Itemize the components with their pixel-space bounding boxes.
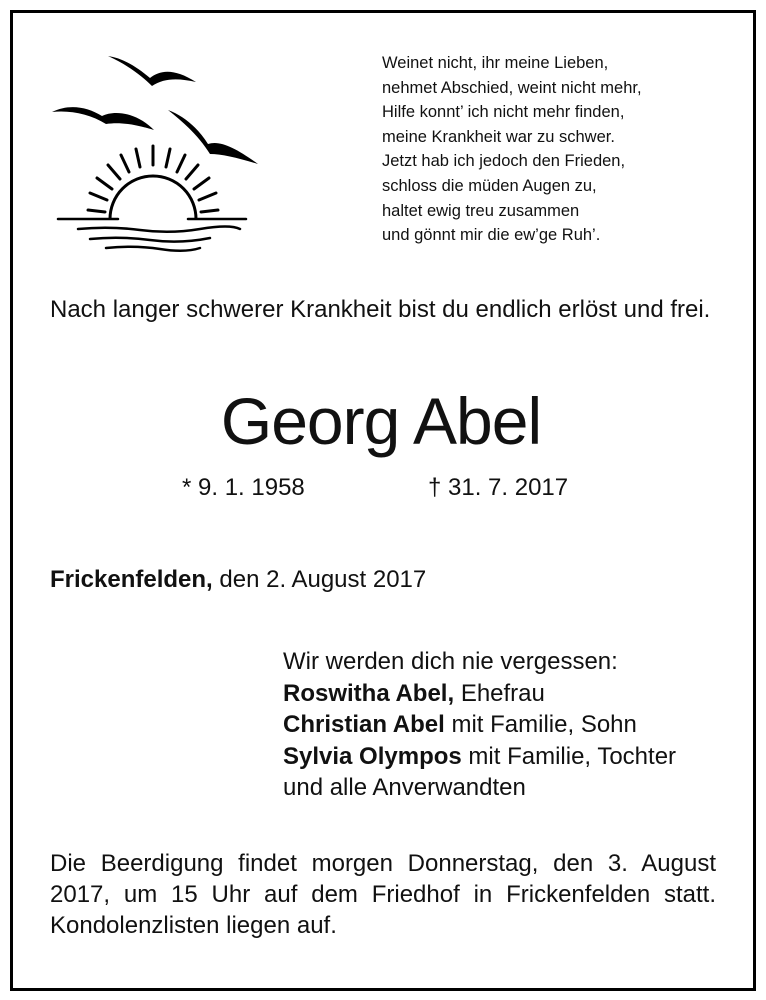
funeral-notice: Die Beerdigung findet morgen Donnerstag, den 3. August 2017, um 15 Uhr auf dem Friedhof in Frickenfelden statt. Kondolenzlisten liegen auf. [50, 850, 716, 939]
poem-line: nehmet Abschied, weint nicht mehr, [382, 78, 642, 97]
member-name: Roswitha Abel, [283, 679, 455, 707]
bird-icon [168, 110, 258, 164]
deceased-name: Georg Abel [220, 384, 542, 458]
member-relation: mit Familie, Sohn [451, 711, 637, 738]
member-name: Sylvia Olympos [283, 742, 462, 770]
poem-line: Jetzt hab ich jedoch den Frieden, [382, 152, 626, 171]
poem-line: haltet ewig treu zusammen [382, 201, 580, 220]
poem-line: schloss die müden Augen zu, [382, 176, 597, 195]
family-others: und alle Anverwandten [283, 774, 526, 801]
family-member [283, 678, 676, 710]
date: den 2. August 2017 [219, 566, 427, 593]
poem-line: und gönnt mir die ew’ge Ruh’. [382, 226, 601, 245]
poem-line: Hilfe konnt’ ich nicht mehr finden, [382, 103, 625, 122]
bird-icon [52, 107, 154, 130]
sunset-birds-icon [50, 48, 260, 258]
bird-icon [108, 56, 196, 86]
poem-line: meine Krankheit war zu schwer. [382, 127, 615, 146]
family-member [283, 709, 676, 741]
member-relation: mit Familie, Tochter [468, 742, 677, 770]
intro-text: Nach langer schwerer Krankheit bist du endlich erlöst und frei. [50, 296, 711, 323]
death-date: † 31. 7. 2017 [428, 474, 569, 501]
place-date [50, 566, 426, 594]
poem [382, 51, 722, 248]
place: Frickenfelden, [50, 566, 213, 593]
poem-line: Weinet nicht, ihr meine Lieben, [382, 54, 609, 72]
family-heading: Wir werden dich nie vergessen: [283, 648, 618, 675]
family-list [283, 646, 676, 804]
family-member [283, 741, 676, 773]
birth-date: * 9. 1. 1958 [182, 474, 305, 501]
member-relation: Ehefrau [460, 679, 545, 707]
member-name: Christian Abel [283, 711, 445, 738]
